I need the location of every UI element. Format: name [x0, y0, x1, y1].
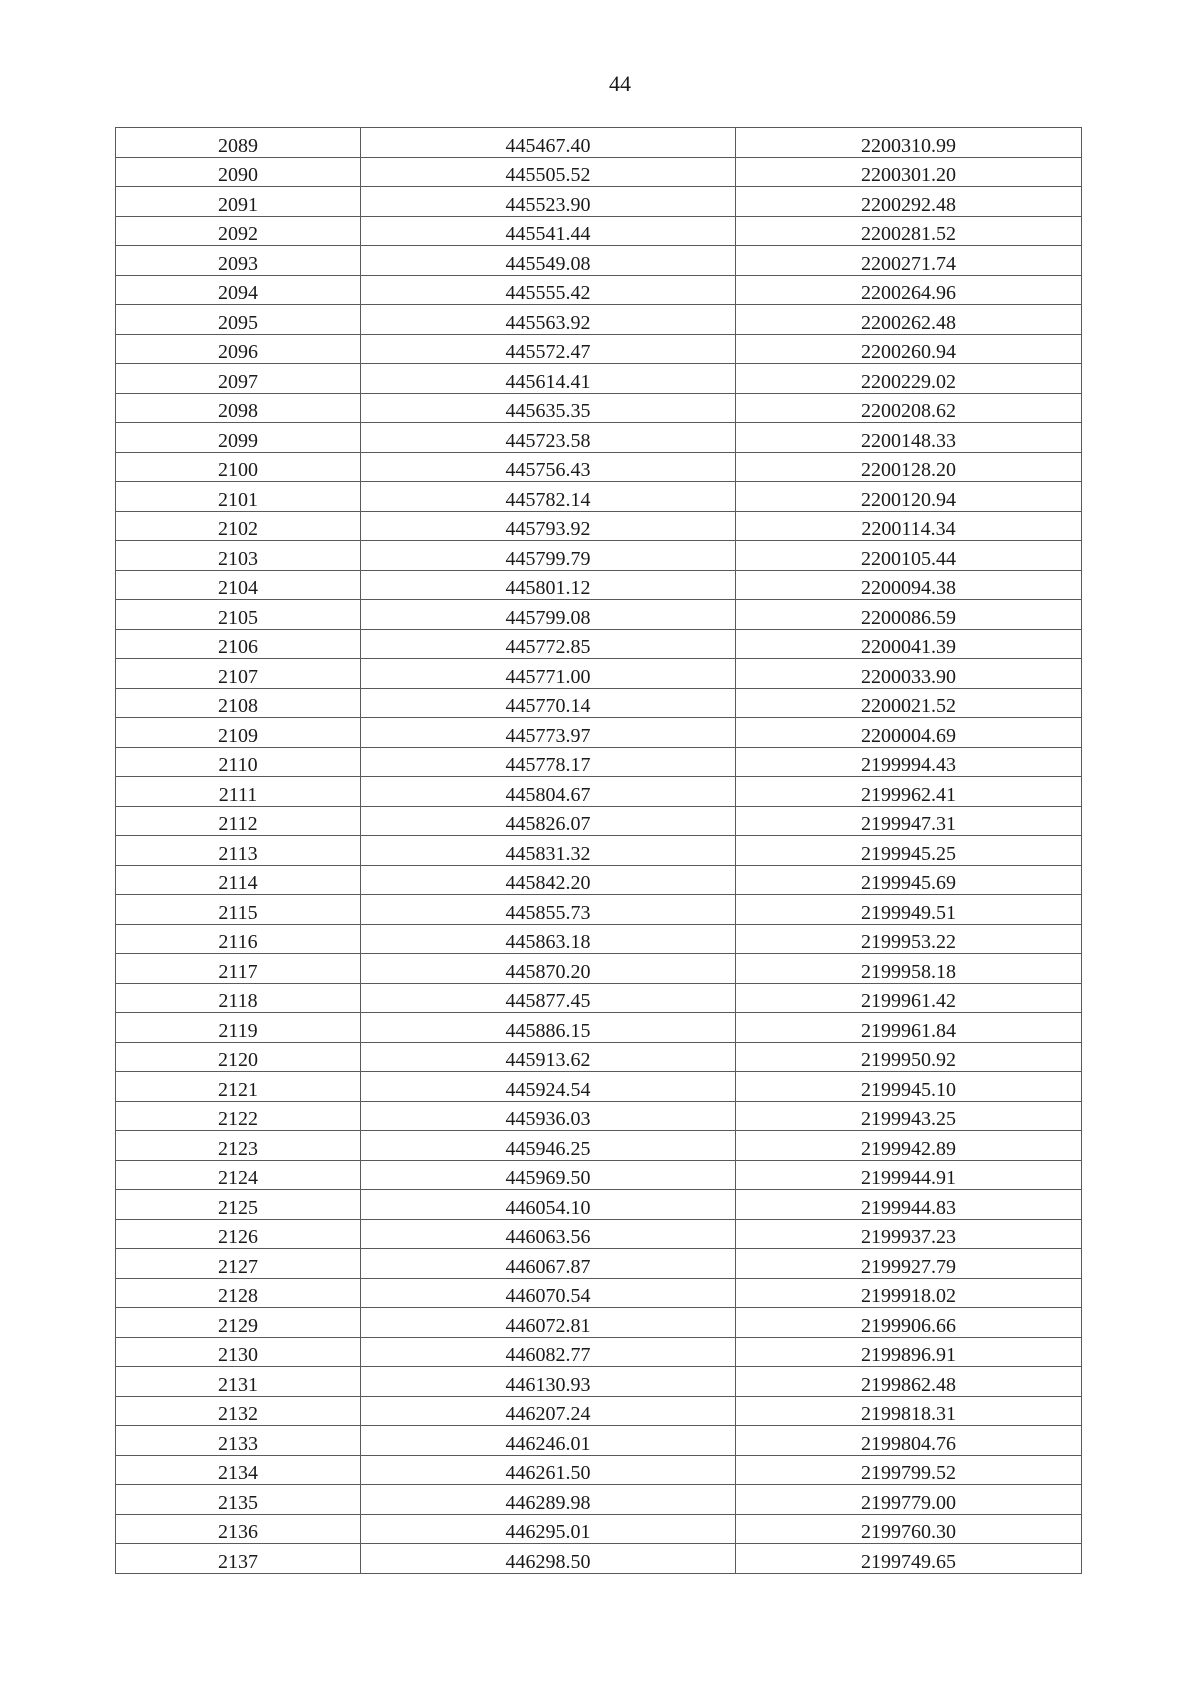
table-row	[116, 1219, 1082, 1249]
y-coordinate-cell: 2200128.20	[736, 452, 1082, 482]
point-number-cell: 2110	[116, 747, 361, 777]
table-row	[116, 806, 1082, 836]
point-number-cell: 2123	[116, 1131, 361, 1161]
x-coordinate-cell: 445572.47	[361, 334, 736, 364]
x-coordinate-cell: 446070.54	[361, 1278, 736, 1308]
table-row	[116, 1160, 1082, 1190]
point-number-cell: 2135	[116, 1485, 361, 1515]
y-coordinate-cell: 2199994.43	[736, 747, 1082, 777]
y-coordinate-cell: 2199906.66	[736, 1308, 1082, 1338]
x-coordinate-cell: 445782.14	[361, 482, 736, 512]
point-number-cell: 2117	[116, 954, 361, 984]
table-row	[116, 688, 1082, 718]
table-row	[116, 1514, 1082, 1544]
point-number-cell: 2124	[116, 1160, 361, 1190]
x-coordinate-cell: 445913.62	[361, 1042, 736, 1072]
y-coordinate-cell: 2199947.31	[736, 806, 1082, 836]
table-row	[116, 1308, 1082, 1338]
y-coordinate-cell: 2199958.18	[736, 954, 1082, 984]
x-coordinate-cell: 445773.97	[361, 718, 736, 748]
x-coordinate-cell: 445886.15	[361, 1013, 736, 1043]
point-number-cell: 2107	[116, 659, 361, 689]
point-number-cell: 2128	[116, 1278, 361, 1308]
table-row	[116, 1013, 1082, 1043]
table-row	[116, 777, 1082, 807]
x-coordinate-cell: 445863.18	[361, 924, 736, 954]
table-row	[116, 1278, 1082, 1308]
y-coordinate-cell: 2200120.94	[736, 482, 1082, 512]
x-coordinate-cell: 445563.92	[361, 305, 736, 335]
x-coordinate-cell: 445770.14	[361, 688, 736, 718]
x-coordinate-cell: 445723.58	[361, 423, 736, 453]
x-coordinate-cell: 445772.85	[361, 629, 736, 659]
x-coordinate-cell: 446063.56	[361, 1219, 736, 1249]
table-row	[116, 1426, 1082, 1456]
x-coordinate-cell: 446067.87	[361, 1249, 736, 1279]
x-coordinate-cell: 445799.79	[361, 541, 736, 571]
y-coordinate-cell: 2199945.25	[736, 836, 1082, 866]
y-coordinate-cell: 2200264.96	[736, 275, 1082, 305]
x-coordinate-cell: 445771.00	[361, 659, 736, 689]
x-coordinate-cell: 446072.81	[361, 1308, 736, 1338]
y-coordinate-cell: 2199953.22	[736, 924, 1082, 954]
x-coordinate-cell: 446246.01	[361, 1426, 736, 1456]
point-number-cell: 2090	[116, 157, 361, 187]
y-coordinate-cell: 2200148.33	[736, 423, 1082, 453]
table-row	[116, 246, 1082, 276]
y-coordinate-cell: 2199804.76	[736, 1426, 1082, 1456]
point-number-cell: 2105	[116, 600, 361, 630]
table-row	[116, 924, 1082, 954]
point-number-cell: 2106	[116, 629, 361, 659]
y-coordinate-cell: 2200033.90	[736, 659, 1082, 689]
x-coordinate-cell: 445826.07	[361, 806, 736, 836]
x-coordinate-cell: 445778.17	[361, 747, 736, 777]
table-row	[116, 629, 1082, 659]
point-number-cell: 2120	[116, 1042, 361, 1072]
x-coordinate-cell: 445877.45	[361, 983, 736, 1013]
point-number-cell: 2108	[116, 688, 361, 718]
x-coordinate-cell: 445614.41	[361, 364, 736, 394]
point-number-cell: 2092	[116, 216, 361, 246]
y-coordinate-cell: 2199944.91	[736, 1160, 1082, 1190]
table-row	[116, 1072, 1082, 1102]
y-coordinate-cell: 2199961.42	[736, 983, 1082, 1013]
y-coordinate-cell: 2199927.79	[736, 1249, 1082, 1279]
y-coordinate-cell: 2200260.94	[736, 334, 1082, 364]
table-row	[116, 865, 1082, 895]
table-row	[116, 836, 1082, 866]
x-coordinate-cell: 445799.08	[361, 600, 736, 630]
y-coordinate-cell: 2199779.00	[736, 1485, 1082, 1515]
point-number-cell: 2125	[116, 1190, 361, 1220]
y-coordinate-cell: 2200086.59	[736, 600, 1082, 630]
coordinates-table	[115, 127, 1082, 1574]
table-row	[116, 1396, 1082, 1426]
x-coordinate-cell: 446207.24	[361, 1396, 736, 1426]
point-number-cell: 2098	[116, 393, 361, 423]
x-coordinate-cell: 445756.43	[361, 452, 736, 482]
point-number-cell: 2119	[116, 1013, 361, 1043]
y-coordinate-cell: 2199799.52	[736, 1455, 1082, 1485]
x-coordinate-cell: 445635.35	[361, 393, 736, 423]
y-coordinate-cell: 2200041.39	[736, 629, 1082, 659]
point-number-cell: 2127	[116, 1249, 361, 1279]
x-coordinate-cell: 445946.25	[361, 1131, 736, 1161]
y-coordinate-cell: 2199945.10	[736, 1072, 1082, 1102]
table-row	[116, 393, 1082, 423]
table-row	[116, 423, 1082, 453]
y-coordinate-cell: 2200004.69	[736, 718, 1082, 748]
point-number-cell: 2133	[116, 1426, 361, 1456]
table-row	[116, 954, 1082, 984]
y-coordinate-cell: 2199961.84	[736, 1013, 1082, 1043]
table-row	[116, 541, 1082, 571]
table-row	[116, 1337, 1082, 1367]
table-row	[116, 216, 1082, 246]
x-coordinate-cell: 445855.73	[361, 895, 736, 925]
x-coordinate-cell: 445804.67	[361, 777, 736, 807]
x-coordinate-cell: 446298.50	[361, 1544, 736, 1574]
point-number-cell: 2121	[116, 1072, 361, 1102]
x-coordinate-cell: 445831.32	[361, 836, 736, 866]
x-coordinate-cell: 446261.50	[361, 1455, 736, 1485]
y-coordinate-cell: 2200105.44	[736, 541, 1082, 571]
y-coordinate-cell: 2199760.30	[736, 1514, 1082, 1544]
y-coordinate-cell: 2199949.51	[736, 895, 1082, 925]
point-number-cell: 2109	[116, 718, 361, 748]
table-row	[116, 482, 1082, 512]
y-coordinate-cell: 2200262.48	[736, 305, 1082, 335]
table-row	[116, 895, 1082, 925]
point-number-cell: 2122	[116, 1101, 361, 1131]
point-number-cell: 2104	[116, 570, 361, 600]
point-number-cell: 2113	[116, 836, 361, 866]
y-coordinate-cell: 2200094.38	[736, 570, 1082, 600]
y-coordinate-cell: 2200114.34	[736, 511, 1082, 541]
y-coordinate-cell: 2200229.02	[736, 364, 1082, 394]
y-coordinate-cell: 2199937.23	[736, 1219, 1082, 1249]
y-coordinate-cell: 2200310.99	[736, 128, 1082, 158]
table-row	[116, 452, 1082, 482]
table-row	[116, 334, 1082, 364]
x-coordinate-cell: 446054.10	[361, 1190, 736, 1220]
y-coordinate-cell: 2200292.48	[736, 187, 1082, 217]
table-row	[116, 1367, 1082, 1397]
y-coordinate-cell: 2200021.52	[736, 688, 1082, 718]
x-coordinate-cell: 445541.44	[361, 216, 736, 246]
x-coordinate-cell: 445842.20	[361, 865, 736, 895]
point-number-cell: 2091	[116, 187, 361, 217]
y-coordinate-cell: 2199918.02	[736, 1278, 1082, 1308]
page-number: 44	[609, 71, 631, 96]
point-number-cell: 2116	[116, 924, 361, 954]
table-row	[116, 1485, 1082, 1515]
y-coordinate-cell: 2200281.52	[736, 216, 1082, 246]
y-coordinate-cell: 2199945.69	[736, 865, 1082, 895]
point-number-cell: 2111	[116, 777, 361, 807]
x-coordinate-cell: 445936.03	[361, 1101, 736, 1131]
point-number-cell: 2118	[116, 983, 361, 1013]
table-row	[116, 1101, 1082, 1131]
x-coordinate-cell: 445505.52	[361, 157, 736, 187]
point-number-cell: 2115	[116, 895, 361, 925]
point-number-cell: 2096	[116, 334, 361, 364]
point-number-cell: 2103	[116, 541, 361, 571]
x-coordinate-cell: 445924.54	[361, 1072, 736, 1102]
x-coordinate-cell: 445523.90	[361, 187, 736, 217]
table-row	[116, 600, 1082, 630]
table-row	[116, 305, 1082, 335]
table-row	[116, 570, 1082, 600]
x-coordinate-cell: 445793.92	[361, 511, 736, 541]
point-number-cell: 2093	[116, 246, 361, 276]
point-number-cell: 2101	[116, 482, 361, 512]
table-row	[116, 511, 1082, 541]
y-coordinate-cell: 2199950.92	[736, 1042, 1082, 1072]
table-row	[116, 157, 1082, 187]
table-row	[116, 1190, 1082, 1220]
x-coordinate-cell: 445467.40	[361, 128, 736, 158]
y-coordinate-cell: 2199896.91	[736, 1337, 1082, 1367]
table-row	[116, 983, 1082, 1013]
table-row	[116, 747, 1082, 777]
point-number-cell: 2132	[116, 1396, 361, 1426]
point-number-cell: 2137	[116, 1544, 361, 1574]
x-coordinate-cell: 446295.01	[361, 1514, 736, 1544]
table-row	[116, 187, 1082, 217]
point-number-cell: 2102	[116, 511, 361, 541]
y-coordinate-cell: 2199943.25	[736, 1101, 1082, 1131]
table-row	[116, 128, 1082, 158]
point-number-cell: 2130	[116, 1337, 361, 1367]
point-number-cell: 2097	[116, 364, 361, 394]
point-number-cell: 2089	[116, 128, 361, 158]
table-row	[116, 1544, 1082, 1574]
table-row	[116, 1131, 1082, 1161]
y-coordinate-cell: 2199962.41	[736, 777, 1082, 807]
point-number-cell: 2099	[116, 423, 361, 453]
x-coordinate-cell: 446130.93	[361, 1367, 736, 1397]
table-row	[116, 659, 1082, 689]
y-coordinate-cell: 2199818.31	[736, 1396, 1082, 1426]
x-coordinate-cell: 446289.98	[361, 1485, 736, 1515]
x-coordinate-cell: 445969.50	[361, 1160, 736, 1190]
x-coordinate-cell: 446082.77	[361, 1337, 736, 1367]
y-coordinate-cell: 2199944.83	[736, 1190, 1082, 1220]
table-row	[116, 718, 1082, 748]
x-coordinate-cell: 445555.42	[361, 275, 736, 305]
point-number-cell: 2095	[116, 305, 361, 335]
point-number-cell: 2131	[116, 1367, 361, 1397]
table-row	[116, 275, 1082, 305]
point-number-cell: 2126	[116, 1219, 361, 1249]
point-number-cell: 2134	[116, 1455, 361, 1485]
table-row	[116, 1455, 1082, 1485]
x-coordinate-cell: 445870.20	[361, 954, 736, 984]
point-number-cell: 2094	[116, 275, 361, 305]
x-coordinate-cell: 445801.12	[361, 570, 736, 600]
coordinates-table-body	[116, 128, 1082, 1574]
x-coordinate-cell: 445549.08	[361, 246, 736, 276]
point-number-cell: 2100	[116, 452, 361, 482]
point-number-cell: 2129	[116, 1308, 361, 1338]
table-row	[116, 1042, 1082, 1072]
table-row	[116, 364, 1082, 394]
table-row	[116, 1249, 1082, 1279]
point-number-cell: 2112	[116, 806, 361, 836]
point-number-cell: 2114	[116, 865, 361, 895]
y-coordinate-cell: 2199749.65	[736, 1544, 1082, 1574]
y-coordinate-cell: 2199862.48	[736, 1367, 1082, 1397]
y-coordinate-cell: 2200208.62	[736, 393, 1082, 423]
y-coordinate-cell: 2200301.20	[736, 157, 1082, 187]
y-coordinate-cell: 2199942.89	[736, 1131, 1082, 1161]
y-coordinate-cell: 2200271.74	[736, 246, 1082, 276]
point-number-cell: 2136	[116, 1514, 361, 1544]
